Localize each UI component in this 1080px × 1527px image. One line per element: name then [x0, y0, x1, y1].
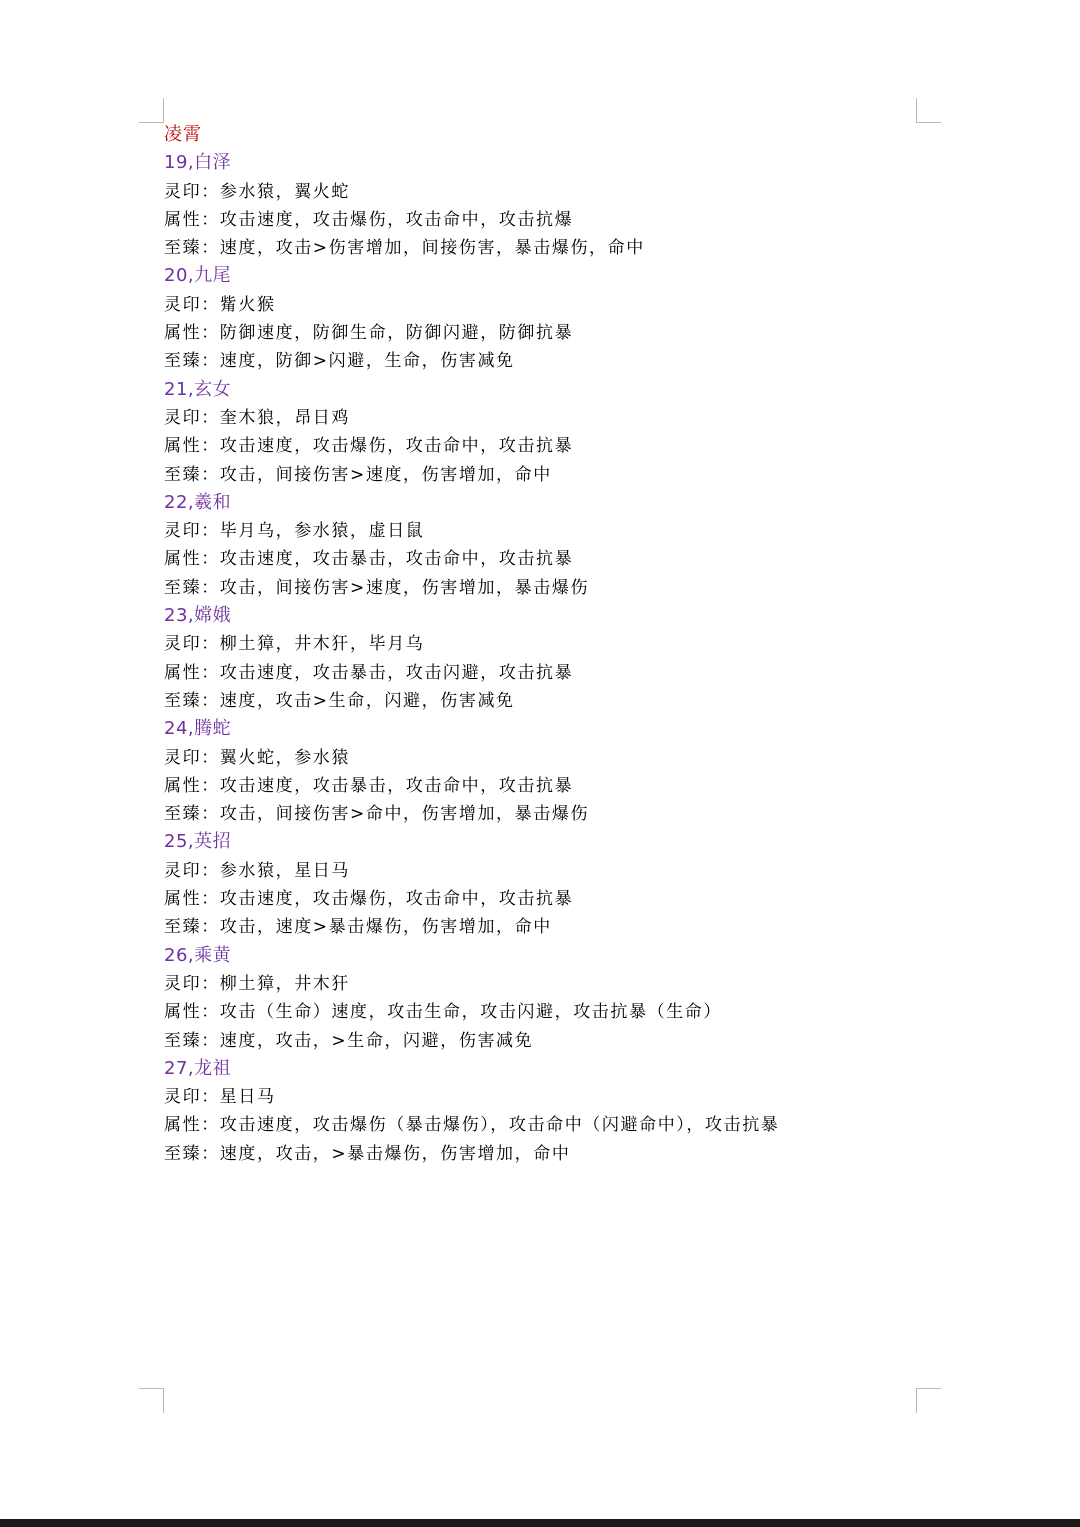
section-tengshe [164, 715, 924, 828]
line-shuxing: 属性：攻击速度，攻击暴击，攻击命中，攻击抗暴 [164, 775, 574, 796]
line-zhizhen: 至臻：攻击，速度>暴击爆伤，伤害增加，命中 [164, 917, 552, 938]
line-lingyin: 灵印：柳土獐，井木犴 [164, 973, 350, 994]
section-longzu [164, 1055, 924, 1168]
line-lingyin: 灵印：参水猿，星日马 [164, 860, 350, 881]
line-zhizhen: 至臻：速度，攻击，>暴击爆伤，伤害增加，命中 [164, 1143, 571, 1164]
margin-mark-top-left [139, 98, 164, 123]
section-heading: 19,白泽 [164, 152, 232, 174]
section-heading: 23,嫦娥 [164, 605, 232, 627]
section-heading: 25,英招 [164, 831, 232, 853]
section-heading: 26,乘黄 [164, 944, 232, 966]
section-baize [164, 149, 924, 262]
line-zhizhen: 至臻：速度，攻击>伤害增加，间接伤害，暴击爆伤，命中 [164, 238, 645, 259]
line-shuxing: 属性：攻击速度，攻击爆伤，攻击命中，攻击抗暴 [164, 889, 574, 910]
line-shuxing: 属性：防御速度，防御生命，防御闪避，防御抗暴 [164, 323, 574, 344]
section-change [164, 602, 924, 715]
section-xuannv [164, 376, 924, 489]
line-lingyin: 灵印：柳土獐，井木犴，毕月乌 [164, 634, 425, 655]
margin-mark-top-right [916, 98, 941, 123]
line-lingyin: 灵印：毕月乌，参水猿，虚日鼠 [164, 521, 425, 542]
section-heading: 24,腾蛇 [164, 718, 232, 740]
section-heading: 27,龙祖 [164, 1057, 232, 1079]
bottom-bar [0, 1519, 1080, 1527]
line-lingyin: 灵印：翼火蛇，参水猿 [164, 747, 350, 768]
line-zhizhen: 至臻：攻击，间接伤害>速度，伤害增加，暴击爆伤 [164, 577, 590, 598]
section-heading: 21,玄女 [164, 378, 232, 400]
line-lingyin: 灵印：星日马 [164, 1087, 276, 1108]
margin-mark-bottom-left [139, 1388, 164, 1413]
line-zhizhen: 至臻：速度，攻击>生命，闪避，伤害减免 [164, 690, 515, 711]
line-lingyin: 灵印：参水猿，翼火蛇 [164, 181, 350, 202]
line-lingyin: 灵印：奎木狼，昂日鸡 [164, 407, 350, 428]
line-shuxing: 属性：攻击速度，攻击爆伤，攻击命中，攻击抗爆 [164, 209, 574, 230]
line-shuxing: 属性：攻击速度，攻击爆伤（暴击爆伤），攻击命中（闪避命中），攻击抗暴 [164, 1115, 780, 1136]
section-heading: 20,九尾 [164, 265, 232, 287]
line-zhizhen: 至臻：攻击，间接伤害>命中，伤害增加，暴击爆伤 [164, 804, 590, 825]
line-zhizhen: 至臻：速度，攻击，>生命，闪避，伤害减免 [164, 1030, 534, 1051]
section-jiuwei [164, 262, 924, 375]
line-zhizhen: 至臻：攻击，间接伤害>速度，伤害增加，命中 [164, 464, 552, 485]
margin-mark-bottom-right [916, 1388, 941, 1413]
line-shuxing: 属性：攻击速度，攻击暴击，攻击闪避，攻击抗暴 [164, 662, 574, 683]
line-shuxing: 属性：攻击速度，攻击爆伤，攻击命中，攻击抗暴 [164, 436, 574, 457]
section-xihe [164, 489, 924, 602]
line-shuxing: 属性：攻击（生命）速度，攻击生命，攻击闪避，攻击抗暴（生命） [164, 1002, 722, 1023]
document-body[interactable] [164, 121, 924, 1168]
section-heading: 22,羲和 [164, 491, 232, 513]
line-shuxing: 属性：攻击速度，攻击暴击，攻击命中，攻击抗暴 [164, 549, 574, 570]
line-lingyin: 灵印：觜火猴 [164, 294, 276, 315]
line-zhizhen: 至臻：速度，防御>闪避，生命，伤害减免 [164, 351, 515, 372]
document-title: 凌霄 [164, 124, 202, 145]
section-chenghuang [164, 942, 924, 1055]
section-yingzhao [164, 828, 924, 941]
